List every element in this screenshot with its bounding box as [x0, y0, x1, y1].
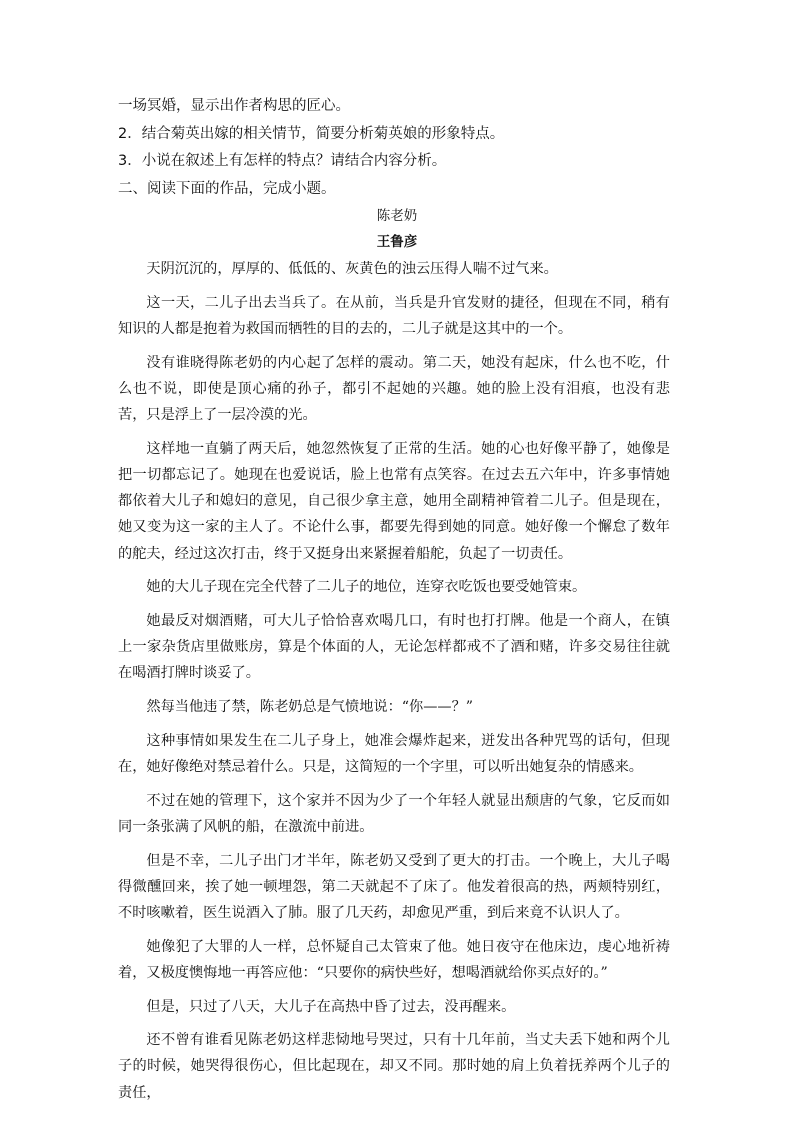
story-paragraph: 她的大儿子现在完全代替了二儿子的地位，连穿衣吃饭也要受她管束。: [146, 579, 587, 596]
story-paragraph: 她最反对烟酒赌，可大儿子恰恰喜欢喝几口，有时也打打牌。他是一个商人，在镇上一家杂货店里做账房，算是个体面的人，无论怎样都戒不了酒和赌，许多交易往往就在喝酒打牌时谈妥了。: [118, 612, 670, 682]
story-author: 王鲁彦: [376, 234, 418, 250]
question-fragment: 一场冥婚，显示出作者构思的匠心。: [118, 98, 350, 114]
story-title: 陈老奶: [376, 208, 418, 224]
story-paragraph: 还不曾有谁看见陈老奶这样悲恸地号哭过，只有十几年前，当丈夫丢下她和两个儿子的时候，她哭得很伤心，但比起现在，却又不同。那时她的肩上负着抚养两个儿子的责任，: [118, 1032, 670, 1101]
story-paragraph: 这种事情如果发生在二儿子身上，她准会爆炸起来，迸发出各种咒骂的话句，但现在，她好像绝对禁忌着什么。只是，这简短的一个字里，可以听出她复杂的情感来。: [118, 732, 670, 775]
story-paragraph: 这一天，二儿子出去当兵了。在从前，当兵是升官发财的捷径，但现在不同，稍有知识的人都是抱着为救国而牺牲的目的去的，二儿子就是这其中的一个。: [118, 294, 670, 337]
story-paragraph: 但是不幸，二儿子出门才半年，陈老奶又受到了更大的打击。一个晚上，大儿子喝得微醺回来，挨了她一顿埋怨，第二天就起不了床了。他发着很高的热，两颊特别红，不时咳嗽着，医生说酒入了肺。服了几天药，却愈见严重，到后来竟不认识人了。: [118, 852, 670, 921]
story-paragraph: 但是，只过了八天，大儿子在高热中昏了过去，没再醒来。: [146, 998, 516, 1015]
question-3: 3．小说在叙述上有怎样的特点？请结合内容分析。: [118, 153, 447, 169]
story-paragraph: 这样地一直躺了两天后，她忽然恢复了正常的生活。她的心也好像平静了，她像是把一切都忘记了。她现在也爱说话，脸上也常有点笑容。在过去五六年中，许多事情她都依着大儿子和媳妇的意见，自己很少拿主意，她用全副精神管着二儿子。但是现在，她又变为这一家的主人了。不论什么事，都要先得到她的同意。她好像一个懈怠了数年的舵夫，经过这次打击，终于又挺身出来紧握着船舵，负起了一切责任。: [118, 440, 670, 562]
story-paragraph: 天阴沉沉的，厚厚的、低低的、灰黄色的浊云压得人喘不过气来。: [146, 261, 558, 277]
section-2-heading: 二、阅读下面的作品，完成小题。: [118, 181, 336, 197]
question-2: 2．结合菊英出嫁的相关情节，简要分析菊英娘的形象特点。: [118, 126, 505, 142]
story-paragraph: 她像犯了大罪的人一样，总怀疑自己太管束了他。她日夜守在他床边，虔心地祈祷着，又极度懊悔地一再答应他：“只要你的病快些好，想喝酒就给你买点好的。”: [118, 938, 670, 981]
story-paragraph: 不过在她的管理下，这个家并不因为少了一个年轻人就显出颓唐的气象，它反而如同一条张满了风帆的船，在激流中前进。: [118, 792, 670, 835]
story-paragraph: 然每当他违了禁，陈老奶总是气愤地说：“你——？”: [146, 699, 474, 716]
story-body: [118, 256, 670, 1113]
story-paragraph: 没有谁晓得陈老奶的内心起了怎样的震动。第二天，她没有起床，什么也不吃，什么也不说，即使是顶心痛的孙子，都引不起她的兴趣。她的脸上没有泪痕，也没有悲苦，只是浮上了一层冷漠的光。: [118, 354, 670, 424]
